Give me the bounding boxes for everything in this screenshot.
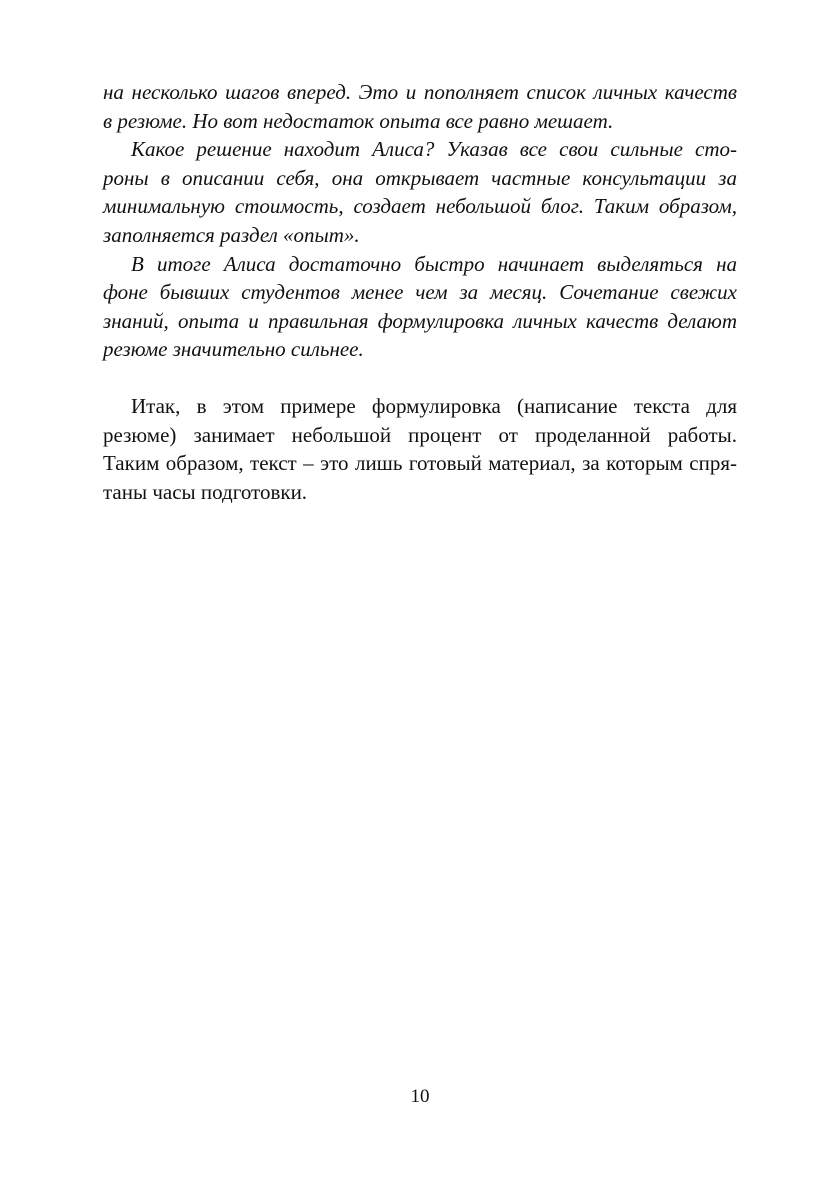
text-line: резюме) занимает небольшой процент от проделанной работы. bbox=[103, 422, 737, 447]
text-line: Итак, в этом примере формулировка (написание текста для bbox=[131, 393, 737, 418]
text-line: минимальную стоимость, создает небольшой блог. Таким образом, bbox=[103, 194, 737, 219]
text-line: Таким образом, текст – это лишь готовый материал, за которым спря- bbox=[103, 451, 737, 476]
text-line: на несколько шагов вперед. Это и пополняет список личных качеств bbox=[103, 80, 737, 104]
story-paragraph-3 bbox=[103, 250, 737, 364]
page-body bbox=[103, 78, 737, 506]
text-line: Какое решение находит Алиса? Указав все свои сильные сто- bbox=[131, 137, 737, 162]
text-line: фоне бывших студентов менее чем за месяц. Сочетание свежих bbox=[103, 280, 737, 305]
paragraph-gap bbox=[103, 364, 737, 392]
page-number: 10 bbox=[410, 1086, 430, 1107]
text-line: таны часы подготовки. bbox=[103, 479, 308, 504]
story-paragraph-1 bbox=[103, 78, 737, 135]
text-line: знаний, опыта и правильная формулировка личных качеств делают bbox=[103, 308, 737, 333]
conclusion-paragraph bbox=[103, 392, 737, 506]
text-line: В итоге Алиса достаточно быстро начинает выделяться на bbox=[131, 251, 737, 276]
story-paragraph-2 bbox=[103, 135, 737, 249]
text-line: в резюме. Но вот недостаток опыта все равно мешает. bbox=[103, 108, 614, 133]
text-line: резюме значительно сильнее. bbox=[103, 337, 364, 362]
text-line: роны в описании себя, она открывает частные консультации за bbox=[103, 165, 737, 190]
text-line: заполняется раздел «опыт». bbox=[103, 222, 360, 247]
